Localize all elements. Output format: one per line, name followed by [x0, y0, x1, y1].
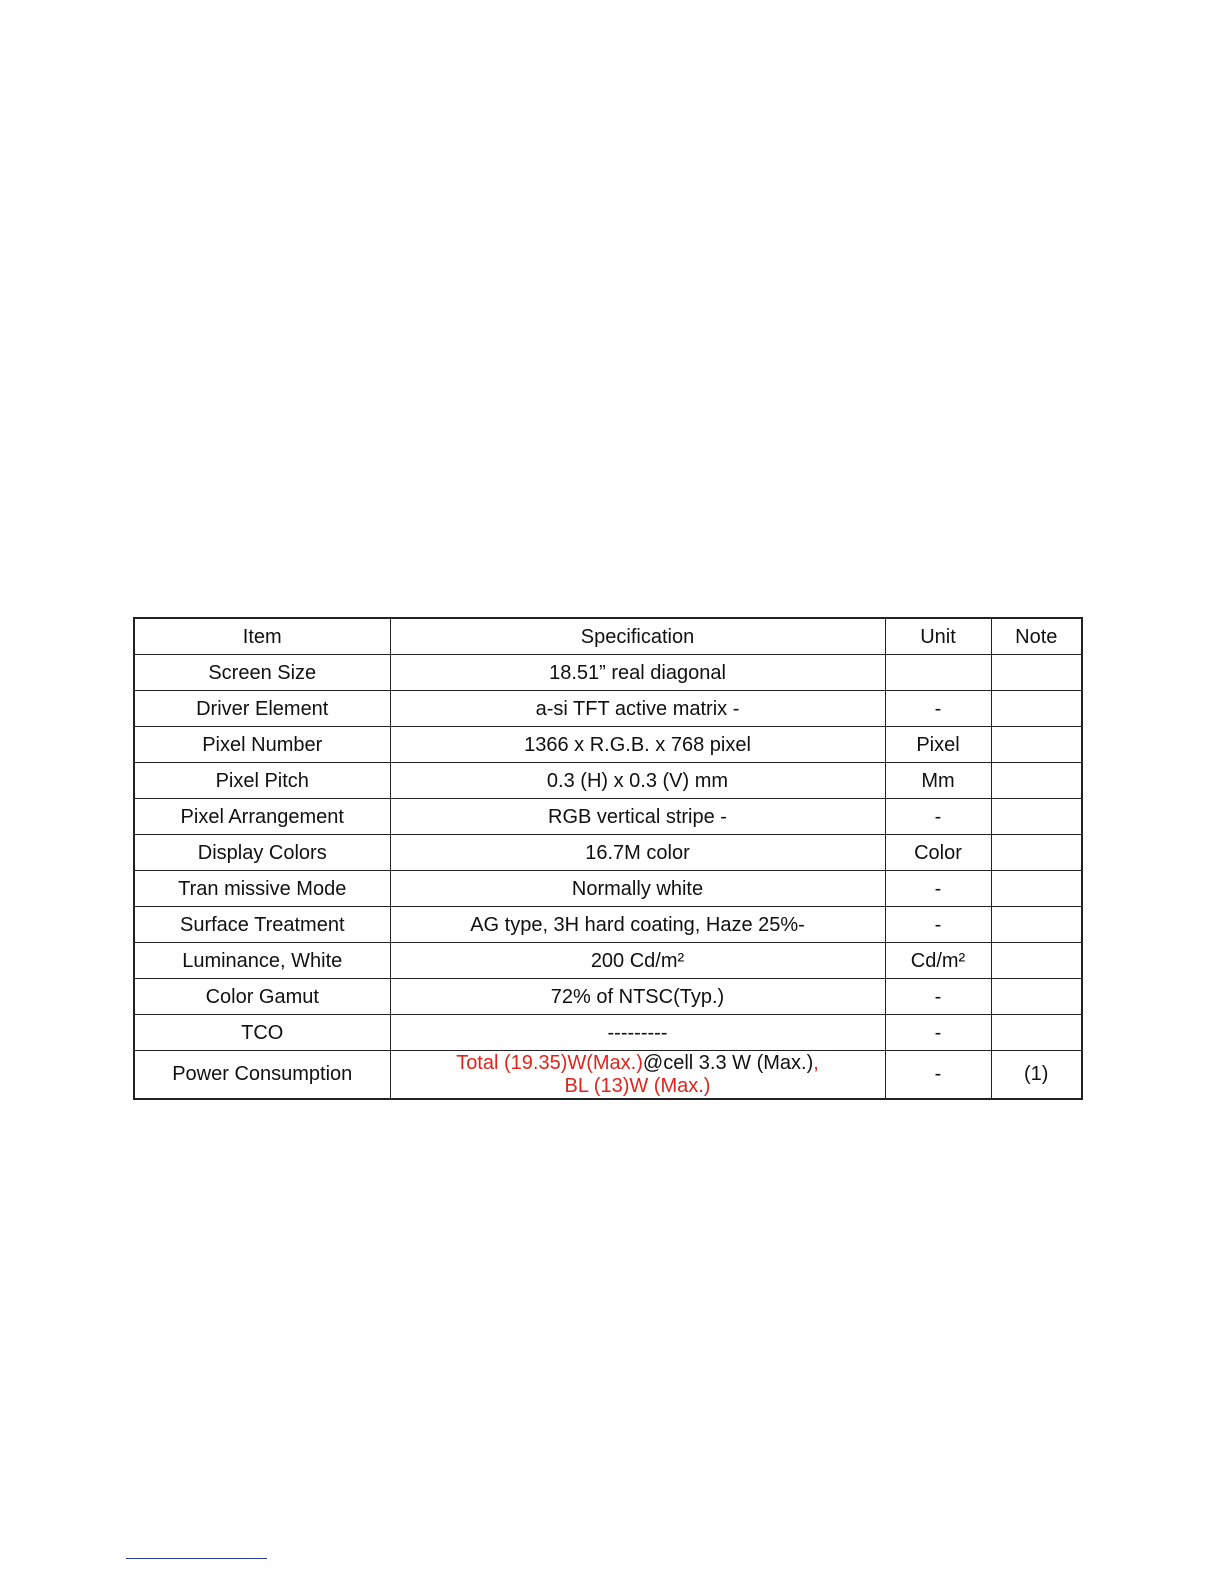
cell-spec: a-si TFT active matrix -: [390, 691, 885, 727]
table-row: [134, 943, 1082, 979]
power-cell-text: @cell 3.3 W (Max.): [642, 1051, 814, 1074]
header-row: [134, 618, 1082, 655]
cell-spec: 72% of NTSC(Typ.): [390, 979, 885, 1015]
cell-unit: -: [885, 979, 991, 1015]
cell-spec: 0.3 (H) x 0.3 (V) mm: [390, 763, 885, 799]
cell-unit: Color: [885, 835, 991, 871]
cell-note: [991, 835, 1082, 871]
table-row: [134, 691, 1082, 727]
table-row-power-consumption: [134, 1051, 1082, 1100]
cell-note: [991, 799, 1082, 835]
header-unit: Unit: [885, 618, 991, 655]
cell-item: Pixel Pitch: [134, 763, 390, 799]
cell-spec: 1366 x R.G.B. x 768 pixel: [390, 727, 885, 763]
cell-item: Surface Treatment: [134, 907, 390, 943]
table-row: [134, 1015, 1082, 1051]
cell-unit: -: [885, 1051, 991, 1100]
table-row: [134, 655, 1082, 691]
cell-unit: Cd/m²: [885, 943, 991, 979]
cell-note: [991, 907, 1082, 943]
cell-spec: [390, 1051, 885, 1100]
cell-spec: 18.51” real diagonal: [390, 655, 885, 691]
footnote-separator-line: [126, 1558, 267, 1559]
cell-item: Color Gamut: [134, 979, 390, 1015]
cell-note: [991, 979, 1082, 1015]
cell-unit: Pixel: [885, 727, 991, 763]
header-specification: Specification: [390, 618, 885, 655]
table-row: [134, 871, 1082, 907]
cell-unit: -: [885, 871, 991, 907]
cell-item: Driver Element: [134, 691, 390, 727]
table-row: [134, 979, 1082, 1015]
cell-unit: -: [885, 799, 991, 835]
cell-note: [991, 655, 1082, 691]
power-bl-text: BL (13)W (Max.): [564, 1074, 711, 1097]
cell-spec: 200 Cd/m²: [390, 943, 885, 979]
header-note: Note: [991, 618, 1082, 655]
cell-note: [991, 943, 1082, 979]
table-row: [134, 727, 1082, 763]
cell-item: Power Consumption: [134, 1051, 390, 1100]
cell-note: [991, 871, 1082, 907]
cell-note: [991, 691, 1082, 727]
table-header: [134, 618, 1082, 655]
cell-note: (1): [991, 1051, 1082, 1100]
power-comma-text: ,: [813, 1051, 819, 1074]
cell-spec: 16.7M color: [390, 835, 885, 871]
table-body: [134, 655, 1082, 1100]
cell-item: TCO: [134, 1015, 390, 1051]
cell-spec: ---------: [390, 1015, 885, 1051]
cell-spec: RGB vertical stripe -: [390, 799, 885, 835]
cell-spec: Normally white: [390, 871, 885, 907]
cell-note: [991, 763, 1082, 799]
table-row: [134, 799, 1082, 835]
cell-note: [991, 1015, 1082, 1051]
cell-unit: -: [885, 907, 991, 943]
cell-item: Pixel Arrangement: [134, 799, 390, 835]
cell-item: Luminance, White: [134, 943, 390, 979]
cell-note: [991, 727, 1082, 763]
table-row: [134, 907, 1082, 943]
cell-unit: -: [885, 1015, 991, 1051]
cell-unit: [885, 655, 991, 691]
cell-item: Tran missive Mode: [134, 871, 390, 907]
cell-unit: Mm: [885, 763, 991, 799]
table-row: [134, 835, 1082, 871]
cell-unit: -: [885, 691, 991, 727]
power-total-text: Total (19.35)W(Max.): [456, 1051, 643, 1074]
specification-table: [133, 617, 1083, 1100]
header-item: Item: [134, 618, 390, 655]
cell-spec: AG type, 3H hard coating, Haze 25%-: [390, 907, 885, 943]
cell-item: Pixel Number: [134, 727, 390, 763]
cell-item: Display Colors: [134, 835, 390, 871]
table-row: [134, 763, 1082, 799]
cell-item: Screen Size: [134, 655, 390, 691]
